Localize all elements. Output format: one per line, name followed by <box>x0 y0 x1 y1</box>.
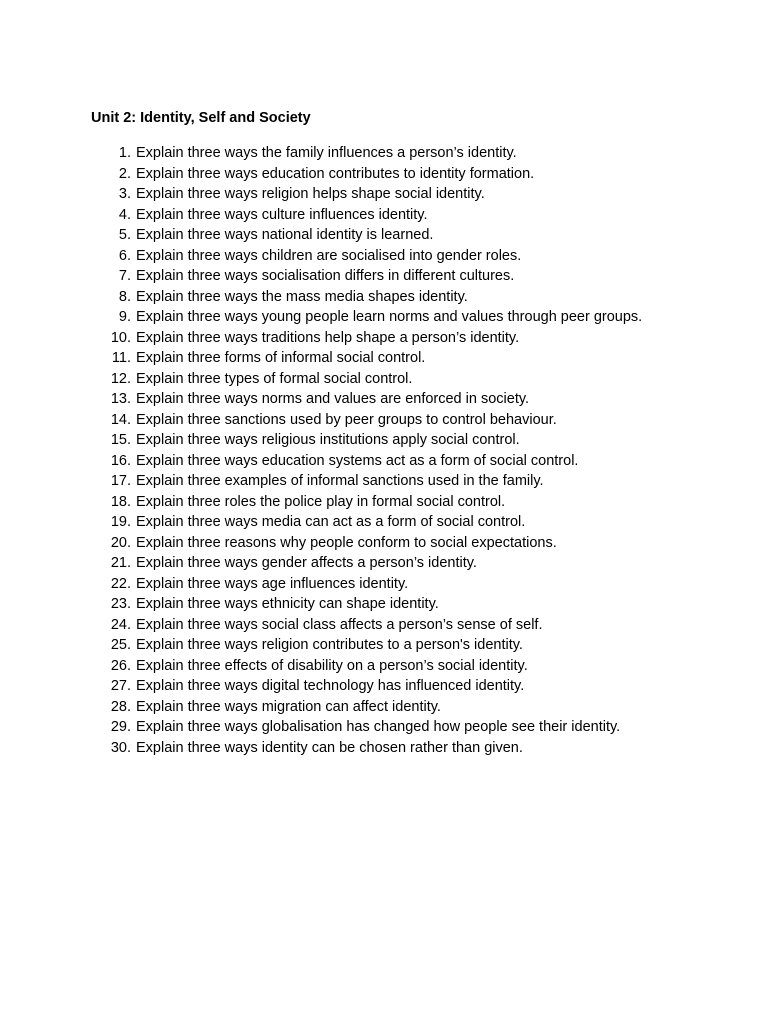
question-number: 15. <box>110 432 131 448</box>
question-text: Explain three ways the family influences a person’s identity. <box>136 145 517 161</box>
question-number: 19. <box>110 514 131 530</box>
question-number: 7. <box>118 268 131 284</box>
question-number: 27. <box>110 678 131 694</box>
question-text: Explain three reasons why people conform to social expectations. <box>136 534 557 551</box>
question-text: Explain three ways gender affects a person’s identity. <box>136 555 477 571</box>
question-number: 23. <box>110 596 131 612</box>
question-text: Explain three sanctions used by peer groups to control behaviour. <box>136 411 557 428</box>
question-number: 5. <box>118 227 131 243</box>
question-number: 2. <box>118 165 131 182</box>
question-text: Explain three ways digital technology has influenced identity. <box>136 678 525 694</box>
question-text: Explain three effects of disability on a person’s social identity. <box>136 657 528 674</box>
question-number: 9. <box>118 309 131 325</box>
question-text: Explain three forms of informal social control. <box>136 350 426 366</box>
question-number: 8. <box>118 288 131 305</box>
question-text: Explain three ways education systems act as a form of social control. <box>136 452 579 469</box>
question-text: Explain three ways traditions help shape a person’s identity. <box>136 329 520 346</box>
question-number: 4. <box>118 206 131 223</box>
question-number: 17. <box>110 473 131 489</box>
question-text: Explain three ways socialisation differs in different cultures. <box>136 268 515 284</box>
question-number: 24. <box>110 616 131 633</box>
question-text: Explain three ways age influences identity. <box>136 575 409 592</box>
question-text: Explain three roles the police play in formal social control. <box>136 493 506 510</box>
question-text: Explain three ways religious institutions apply social control. <box>136 432 520 448</box>
question-number: 25. <box>110 637 131 653</box>
question-number: 22. <box>110 575 131 592</box>
question-number: 28. <box>110 698 131 715</box>
question-text: Explain three ways children are socialised into gender roles. <box>136 247 522 264</box>
question-number: 10. <box>110 329 131 346</box>
question-text: Explain three ways national identity is learned. <box>136 227 434 243</box>
question-text: Explain three ways education contributes to identity formation. <box>136 165 535 182</box>
question-number: 26. <box>110 657 131 674</box>
question-text: Explain three ways identity can be chosen rather than given. <box>136 739 523 756</box>
question-number: 11. <box>111 350 131 366</box>
question-number: 6. <box>118 247 131 264</box>
question-text: Explain three ways religion helps shape social identity. <box>136 186 485 202</box>
question-text: Explain three ways norms and values are enforced in society. <box>136 391 530 407</box>
question-number: 1. <box>118 145 131 161</box>
question-text: Explain three ways globalisation has changed how people see their identity. <box>136 719 621 735</box>
question-number: 18. <box>110 493 131 510</box>
question-text: Explain three ways migration can affect identity. <box>136 698 441 715</box>
document-title: Unit 2: Identity, Self and Society <box>91 110 311 126</box>
question-text: Explain three ways media can act as a form of social control. <box>136 514 526 530</box>
question-number: 14. <box>110 411 131 428</box>
question-number: 16. <box>110 452 131 469</box>
question-text: Explain three ways culture influences identity. <box>136 206 428 223</box>
question-text: Explain three types of formal social control. <box>136 370 413 387</box>
question-text: Explain three ways religion contributes to a person's identity. <box>136 637 523 653</box>
question-number: 13. <box>110 391 131 407</box>
question-number: 3. <box>118 186 131 202</box>
question-text: Explain three ways social class affects a person’s sense of self. <box>136 616 543 633</box>
question-number: 30. <box>110 739 131 756</box>
question-text: Explain three examples of informal sanctions used in the family. <box>136 473 544 489</box>
question-text: Explain three ways ethnicity can shape identity. <box>136 596 439 612</box>
question-number: 29. <box>110 719 131 735</box>
question-number: 20. <box>110 534 131 551</box>
question-number: 12. <box>110 370 131 387</box>
question-text: Explain three ways young people learn norms and values through peer groups. <box>136 309 643 325</box>
question-number: 21. <box>110 555 131 571</box>
question-text: Explain three ways the mass media shapes identity. <box>136 288 468 305</box>
